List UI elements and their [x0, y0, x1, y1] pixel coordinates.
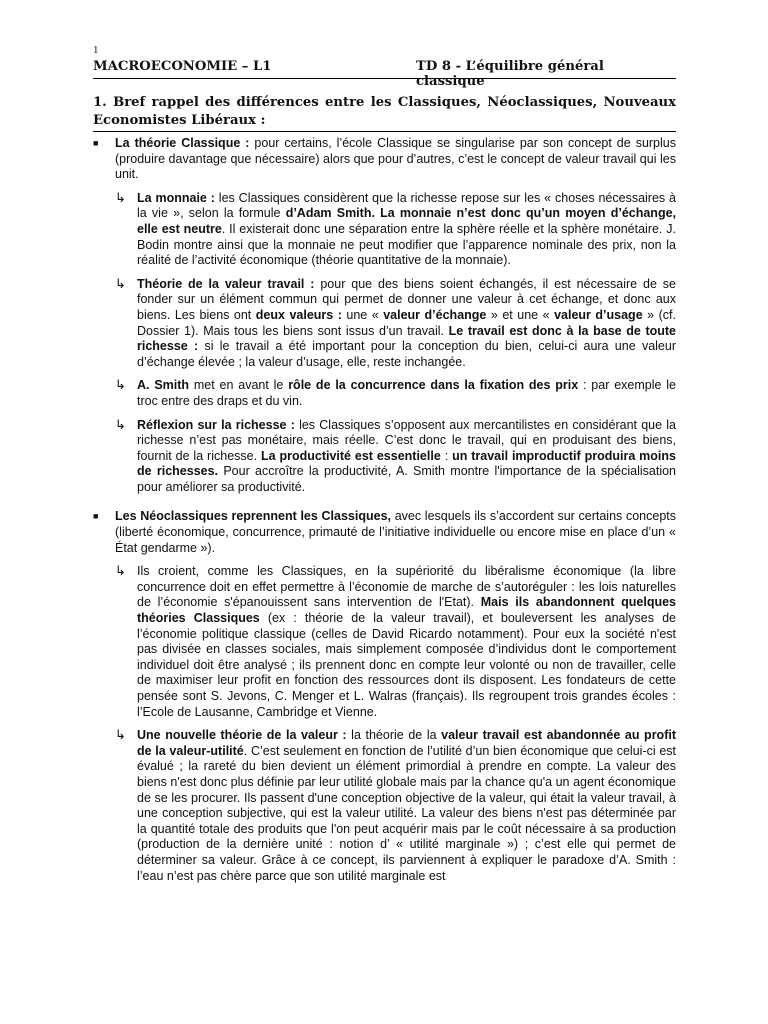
- bold-text: A. Smith: [137, 378, 190, 393]
- body-text: pour que des biens soient échangés, il est nécessaire de se fonder sur un élément commun qui permet de donner une valeur à cet échange, et donc aux biens. Les biens ont: [137, 276, 676, 322]
- body-text: si le travail a été important pour la conception du bien, celui-ci aura une valeur d’échange élevée ; la valeur d’usage, elle, reste inchangée.: [137, 339, 676, 369]
- section-title: 1. Bref rappel des différences entre les Classiques, Néoclassiques, Nouveaux Economistes Libéraux :: [93, 95, 676, 128]
- bold-text: valeur d’usage: [554, 307, 643, 322]
- bullet-neoclassical: [93, 509, 676, 556]
- bold-text: Le travail est donc à la base de toute richesse :: [137, 323, 676, 354]
- sub-point: [115, 418, 676, 496]
- bold-text: deux valeurs :: [255, 307, 342, 322]
- bold-text: Réflexion sur la richesse :: [137, 417, 295, 432]
- body-text: une «: [341, 307, 384, 322]
- course-title: MACROECONOMIE – L1: [93, 59, 272, 74]
- body-text: » et une «: [486, 307, 555, 322]
- td-title: TD 8 - L’équilibre général classique: [416, 59, 604, 89]
- bullet-label: Les Néoclassiques reprennent les Classiques,: [115, 509, 391, 524]
- body-text: . C’est seulement en fonction de l’utilité d’un bien économique que celui-ci est évalué ; la rareté du bien devient un élément primordial à prendre en compte. La valeur des biens n'est donc plus définie par leur utilité globale mais par la chance qu'a un agent économique de se les procurer. Ils passent d'une conception objective de la valeur, qui était la valeur travail, à une conception subjective, qui est la valeur utilité. La valeur des biens n'est pas déterminée par la quantité totale des produits que l'on peut acquérir mais par le coût nécessaire à sa production (production de la dernière unité : notion d’ « utilité marginale ») ; c’est elle qui permet de déterminer sa valeur. Grâce à ce concept, ils parviennent à expliquer le paradoxe d’A. Smith : l’eau n’est pas chère parce que son utilité marginale est: [137, 743, 677, 883]
- bullet-label: La théorie Classique :: [115, 136, 250, 150]
- bold-text: Mais ils abandonnent quelques théories Classiques: [137, 595, 676, 626]
- body-text: » (cf. Dossier 1). Mais tous les biens sont issus d’un travail.: [137, 307, 676, 338]
- bold-text: La productivité est essentielle: [260, 448, 441, 463]
- body-text: les Classiques s’opposent aux mercantilistes en considérant que la richesse n’est pas monétaire, mais réelle. C’est donc le travail, qui en produisant des biens, fournit de la richesse.: [137, 417, 676, 463]
- body-text: met en avant le: [189, 378, 289, 393]
- sub-point: [115, 191, 676, 269]
- sub-point: [115, 277, 676, 371]
- bold-text: un travail improductif produira moins de richesses.: [137, 448, 676, 479]
- page-number: 1: [93, 44, 99, 56]
- bullet-text: pour certains, l’école Classique se singularise par son concept de surplus (produire davantage que nécessaire) alors que pour d’autres, c’est le concept de valeur travail qui les unit.: [115, 136, 676, 182]
- bold-text: rôle de la concurrence dans la fixation des prix: [288, 378, 579, 393]
- bold-text: valeur d’échange: [383, 307, 487, 322]
- document-header: [93, 58, 676, 89]
- sub-point: [115, 564, 676, 720]
- section-underline: [93, 131, 676, 132]
- sub-point: [115, 728, 676, 884]
- arrow-bullet-icon: ↳: [115, 563, 126, 579]
- body-text: : par exemple le troc entre des draps et du vin.: [137, 378, 676, 408]
- document-body: [93, 136, 676, 884]
- bold-text: Théorie de la valeur travail :: [137, 276, 315, 291]
- body-text: les Classiques considèrent que la richesse repose sur les « choses nécessaires à la vie », selon la formule: [137, 190, 677, 221]
- arrow-bullet-icon: ↳: [115, 727, 126, 743]
- body-text: Ils croient, comme les Classiques, en la supériorité du libéralisme économique (la libre concurrence doit en effet permettre à l’économie de marche de s’autoréguler : les lois naturelles de l’économie s'épanouissent sans intervention de l'Etat).: [137, 564, 676, 610]
- sub-point: [115, 378, 676, 409]
- body-text: . Il existerait donc une séparation entre la sphère réelle et la sphère monétaire. J. Bodin montre ainsi que la monnaie ne peut modifier que l’apparence nominale des prix, non la réalité de l’activité économique (théorie quantitative de la monnaie).: [137, 221, 676, 268]
- bold-text: valeur travail est abandonnée au profit de la valeur-utilité: [137, 728, 676, 758]
- bold-text: d’Adam Smith. La monnaie n’est donc qu’un moyen d’échange, elle est neutre: [137, 206, 677, 236]
- square-bullet-icon: ■: [93, 511, 99, 522]
- bullet-classical-theory: [93, 136, 676, 183]
- body-text: :: [440, 448, 453, 463]
- bold-text: Une nouvelle théorie de la valeur :: [137, 728, 347, 743]
- neoclassical-subpoints: [93, 564, 676, 884]
- arrow-bullet-icon: ↳: [115, 416, 126, 432]
- arrow-bullet-icon: ↳: [115, 377, 126, 393]
- body-text: (ex : théorie de la valeur travail), et bouleversent les analyses de l’économie politique classique (celles de David Ricardo notamment). Pour eux la société n'est pas divisée en classes sociales, mais simplement composée d’individus dont le comportement individuel doit être analysé ; ils prennent donc en compte leur volonté ou non de travailler, celle de maximiser leur profit en fonction des ressources dont ils disposent. Les fondateurs de cette pensée sont S. Jevons, C. Menger et L. Walras (français). Ils regroupent trois grandes écoles : l’Ecole de Lausanne, Cambridge et Vienne.: [137, 611, 677, 719]
- square-bullet-icon: ■: [93, 138, 99, 148]
- bullet-text: avec lesquels ils s’accordent sur certains concepts (liberté économique, concurrence, primauté de l’initiative individuelle ou encore mise en place d’un « État gendarme »).: [115, 509, 676, 555]
- arrow-bullet-icon: ↳: [115, 275, 126, 291]
- classical-subpoints: [93, 191, 676, 496]
- body-text: la théorie de la: [346, 728, 442, 743]
- arrow-bullet-icon: ↳: [115, 189, 126, 205]
- bold-text: La monnaie :: [137, 190, 215, 205]
- body-text: Pour accroître la productivité, A. Smith montre l'importance de la spécialisation pour améliorer sa productivité.: [137, 464, 677, 494]
